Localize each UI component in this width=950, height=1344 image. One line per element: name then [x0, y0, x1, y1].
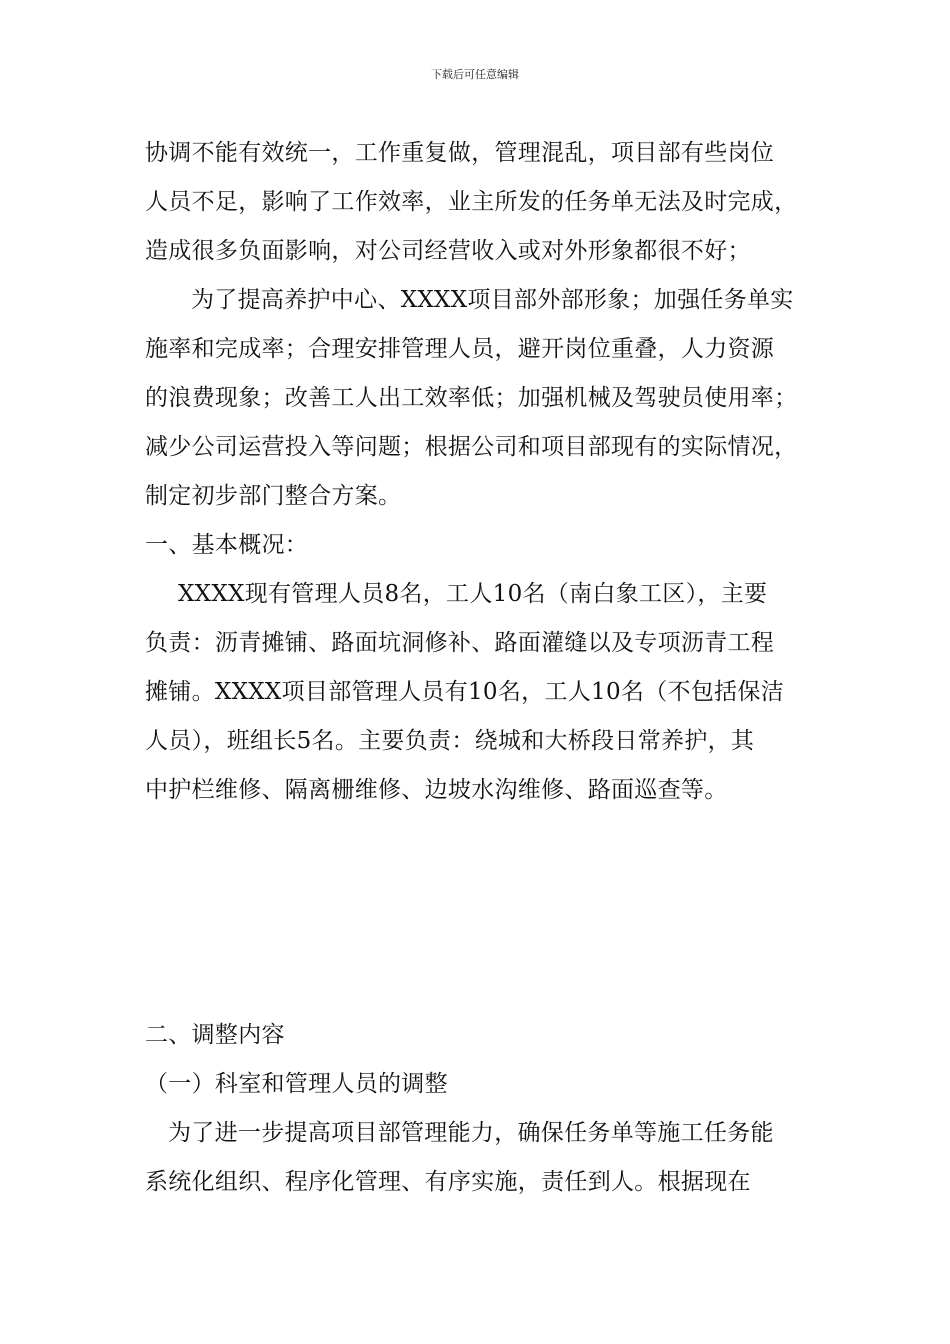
paragraph-line: 协调不能有效统一，工作重复做，管理混乱，项目部有些岗位: [145, 140, 775, 166]
paragraph-line: 人员），班组长5名。主要负责：绕城和大桥段日常养护，其: [145, 728, 755, 754]
section-heading-basic-overview: 一、基本概况：: [145, 532, 309, 558]
paragraph-line: 造成很多负面影响，对公司经营收入或对外形象都很不好；: [145, 238, 751, 264]
paragraph-line: 人员不足，影响了工作效率，业主所发的任务单无法及时完成，: [145, 189, 798, 215]
paragraph-line: 为了进一步提高项目部管理能力，确保任务单等施工任务能: [168, 1120, 774, 1146]
paragraph-line: 的浪费现象；改善工人出工效率低；加强机械及驾驶员使用率；: [145, 385, 798, 411]
paragraph-line: 中护栏维修、隔离栅维修、边坡水沟维修、路面巡查等。: [145, 777, 728, 803]
paragraph-line: 施率和完成率；合理安排管理人员，避开岗位重叠，人力资源: [145, 336, 775, 362]
paragraph-line: 减少公司运营投入等问题；根据公司和项目部现有的实际情况，: [145, 434, 798, 460]
paragraph-line: 系统化组织、程序化管理、有序实施，责任到人。根据现在: [145, 1169, 751, 1195]
page-header: 下载后可任意编辑: [431, 68, 519, 81]
document-body: [145, 129, 813, 1207]
blank-space: [145, 815, 813, 1011]
section-heading-adjustments: 二、调整内容: [145, 1022, 285, 1048]
subsection-heading-staff-adjustment: （一）科室和管理人员的调整: [145, 1071, 448, 1097]
paragraph-line: XXXX现有管理人员8名，工人10名（南白象工区），主要: [178, 581, 768, 607]
paragraph-line: 负责：沥青摊铺、路面坑洞修补、路面灌缝以及专项沥青工程: [145, 630, 775, 656]
paragraph-line: 为了提高养护中心、XXXX项目部外部形象；加强任务单实: [191, 287, 794, 313]
paragraph-line: 制定初步部门整合方案。: [145, 483, 402, 509]
paragraph-line: 摊铺。XXXX项目部管理人员有10名，工人10名（不包括保洁: [145, 679, 785, 705]
